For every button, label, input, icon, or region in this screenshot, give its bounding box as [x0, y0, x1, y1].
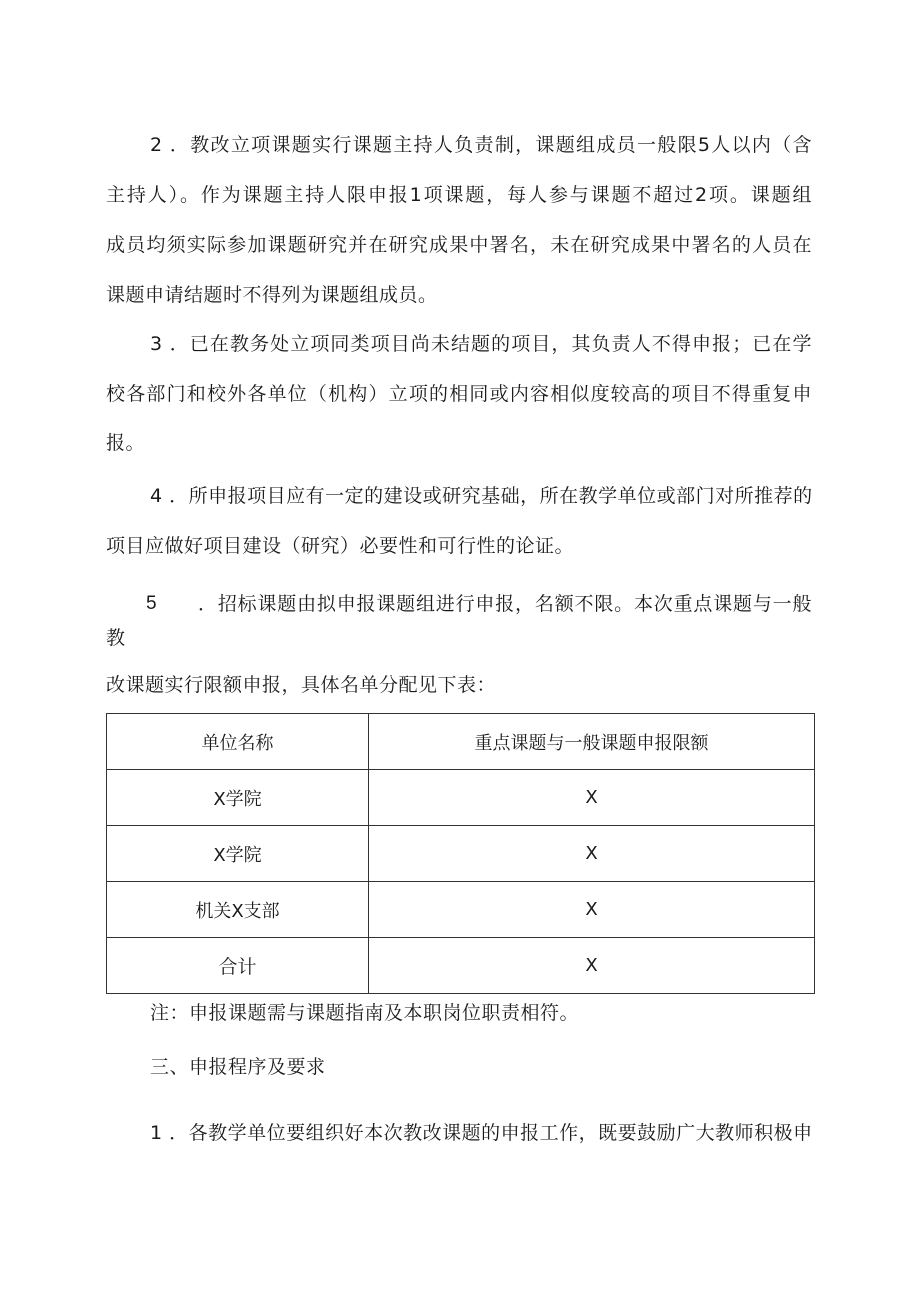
p2-line1: 2 ．教改立项课题实行课题主持人负责制，课题组成员一般限5人以内（含	[150, 134, 812, 156]
p2-line3: 成员均须实际参加课题研究并在研究成果中署名，未在研究成果中署名的人员在	[106, 234, 812, 256]
section-heading: 三、申报程序及要求	[150, 1056, 326, 1078]
table-cell-unit: 机关X支部	[107, 882, 369, 938]
p2-line2: 主持人）。作为课题主持人限申报1项课题，每人参与课题不超过2项。课题组	[106, 184, 812, 206]
p-last-line1: 1 ．各教学单位要组织好本次教改课题的申报工作，既要鼓励广大教师积极申	[150, 1122, 813, 1144]
table-total-label: 合计	[107, 938, 369, 994]
p4-line2: 项目应做好项目建设（研究）必要性和可行性的论证。	[106, 535, 575, 557]
p2-line4: 课题申请结题时不得列为课题组成员。	[106, 284, 438, 306]
p5-number: 5	[146, 593, 157, 614]
p3-line2: 校各部门和校外各单位（机构）立项的相同或内容相似度较高的项目不得重复申	[106, 383, 812, 405]
table-total-row	[107, 938, 815, 994]
p5-line1: ．招标课题由拟申报课题组进行申报，名额不限。本次重点课题与一般	[198, 593, 812, 615]
p5-line2: 教	[106, 627, 126, 649]
p5-line3: 改课题实行限额申报，具体名单分配见下表：	[106, 674, 497, 696]
p3-line3: 报。	[106, 432, 146, 454]
quota-table	[106, 713, 815, 994]
table-note: 注：申报课题需与课题指南及本职岗位职责相符。	[150, 1002, 580, 1024]
table-cell-quota: X	[369, 882, 815, 938]
table-cell-quota: X	[369, 770, 815, 826]
p4-line1: 4 ．所申报项目应有一定的建设或研究基础，所在教学单位或部门对所推荐的	[150, 485, 813, 507]
table-row	[107, 826, 815, 882]
table-row	[107, 882, 815, 938]
table-header-quota: 重点课题与一般课题申报限额	[369, 714, 815, 770]
table-cell-quota: X	[369, 826, 815, 882]
table-total-quota: X	[369, 938, 815, 994]
table-header-row	[107, 714, 815, 770]
table-cell-unit: X学院	[107, 770, 369, 826]
table-cell-unit: X学院	[107, 826, 369, 882]
p3-line1: 3 ．已在教务处立项同类项目尚未结题的项目，其负责人不得申报；已在学	[150, 333, 812, 355]
table-header-unit: 单位名称	[107, 714, 369, 770]
table-row	[107, 770, 815, 826]
